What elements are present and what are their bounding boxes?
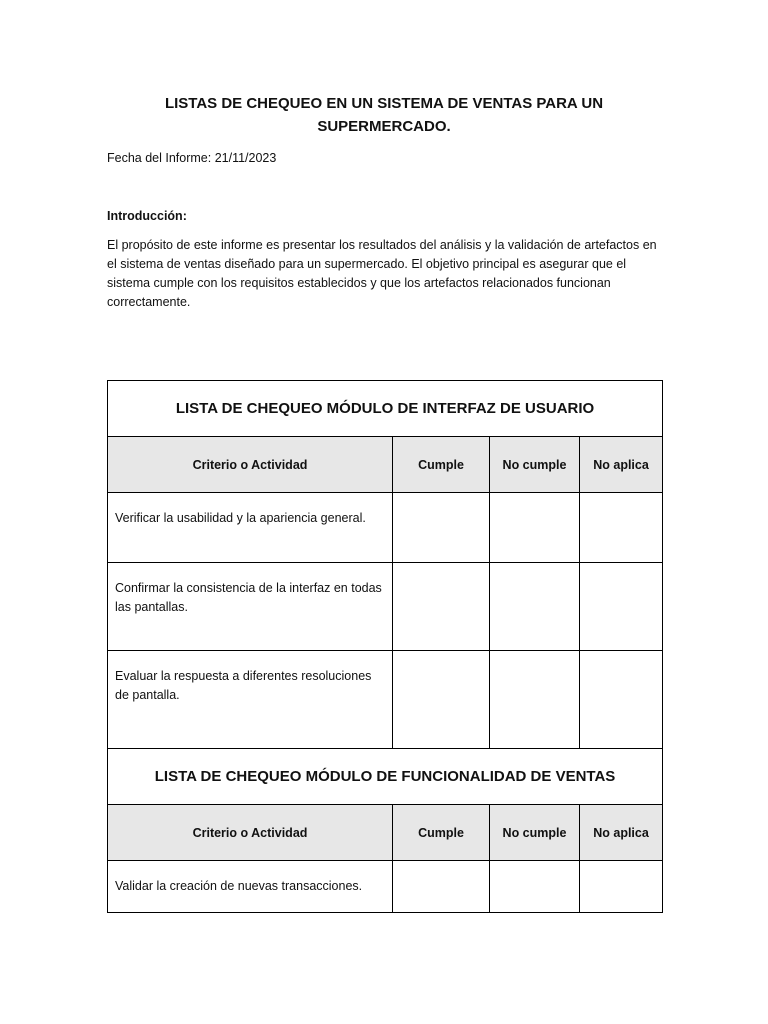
- table-row: [108, 651, 663, 749]
- no-cumple-mark-cell: [490, 563, 580, 651]
- no-aplica-mark-cell: [580, 861, 663, 913]
- checklist-ui-title: LISTA DE CHEQUEO MÓDULO DE INTERFAZ DE USUARIO: [108, 381, 663, 437]
- column-header-criterio: Criterio o Actividad: [108, 437, 393, 493]
- table-row: [108, 563, 663, 651]
- criterion-cell: Verificar la usabilidad y la apariencia general.: [108, 493, 393, 563]
- checklist-sales-header-row: [108, 805, 663, 861]
- no-cumple-mark-cell: [490, 493, 580, 563]
- no-cumple-mark-cell: [490, 861, 580, 913]
- checklist-ui-header-row: [108, 437, 663, 493]
- checklist-table: [107, 380, 663, 913]
- criterion-cell: Validar la creación de nuevas transacciones.: [108, 861, 393, 913]
- table-row: [108, 861, 663, 913]
- column-header-no-cumple: No cumple: [490, 437, 580, 493]
- no-aplica-mark-cell: [580, 563, 663, 651]
- cumple-mark-cell: [393, 493, 490, 563]
- column-header-cumple: Cumple: [393, 437, 490, 493]
- table-row: [108, 493, 663, 563]
- checklist-sales-title-row: [108, 749, 663, 805]
- report-date: Fecha del Informe: 21/11/2023: [107, 151, 277, 165]
- intro-paragraph: El propósito de este informe es presentar los resultados del análisis y la validación de artefactos en el sistema de ventas diseñado para un supermercado. El objetivo principal es asegurar que el sistema cumple con los requisitos establecidos y que los artefactos relacionados funcionan correctamente.: [107, 238, 657, 309]
- cumple-mark-cell: [393, 651, 490, 749]
- criterion-cell: Confirmar la consistencia de la interfaz en todas las pantallas.: [108, 563, 393, 651]
- column-header-cumple: Cumple: [393, 805, 490, 861]
- cumple-mark-cell: [393, 563, 490, 651]
- no-aplica-mark-cell: [580, 493, 663, 563]
- checklist-sales-title: LISTA DE CHEQUEO MÓDULO DE FUNCIONALIDAD DE VENTAS: [108, 749, 663, 805]
- column-header-no-aplica: No aplica: [580, 805, 663, 861]
- checklist-ui-title-row: [108, 381, 663, 437]
- intro-heading: Introducción:: [107, 209, 187, 223]
- column-header-no-cumple: No cumple: [490, 805, 580, 861]
- no-cumple-mark-cell: [490, 651, 580, 749]
- column-header-no-aplica: No aplica: [580, 437, 663, 493]
- no-aplica-mark-cell: [580, 651, 663, 749]
- document-title: LISTAS DE CHEQUEO EN UN SISTEMA DE VENTAS PARA UN SUPERMERCADO.: [164, 95, 604, 135]
- cumple-mark-cell: [393, 861, 490, 913]
- criterion-cell: Evaluar la respuesta a diferentes resoluciones de pantalla.: [108, 651, 393, 749]
- column-header-criterio: Criterio o Actividad: [108, 805, 393, 861]
